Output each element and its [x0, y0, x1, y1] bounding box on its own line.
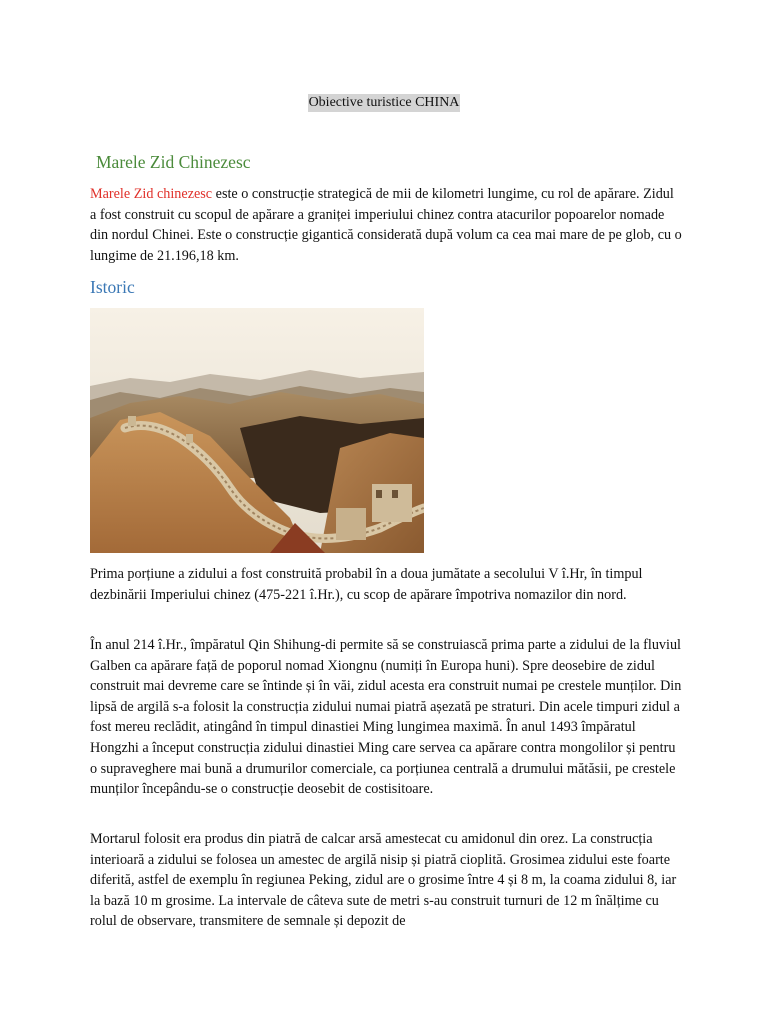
great-wall-photo	[90, 308, 424, 553]
heading-istoric: Istoric	[90, 277, 135, 297]
history-paragraph-1: Prima porțiune a zidului a fost construită probabil în a doua jumătate a secolului V î.Hr, în timpul dezbinării Imperiului chinez (475-221 î.Hr.), cu scop de apărare împotriva nomazilor din nord.	[90, 566, 643, 603]
intro-highlight: Marele Zid chinezesc	[90, 186, 213, 202]
document-title: Obiective turistice CHINA	[308, 95, 460, 110]
history-paragraph-3: Mortarul folosit era produs din piatră de calcar arsă amestecat cu amidonul din orez. La construcția interioară a zidului se folosea un amestec de argilă nisip și piatră cioplită. Grosimea zidului este foarte diferită, astfel de exemplu în regiunea Peking, zidul are o grosime între 4 și 8 m, la coama zidului 8, iar la bază 10 m grosime. La intervale de câteva sute de metri s-au construit turnuri de 12 m înălțime cu rolul de observare, transmitere de semnale și depozit de	[90, 831, 677, 930]
heading-marele-zid: Marele Zid Chinezesc	[96, 152, 251, 172]
intro-paragraph	[90, 184, 682, 266]
history-paragraph-2: În anul 214 î.Hr., împăratul Qin Shihung-di permite să se construiască prima parte a zidului de la fluviul Galben ca apărare față de poporul nomad Xiongnu (numiți în Europa huni). Spre deosebire de zidul construit mai devreme care se întinde și în văi, zidul acesta era construit numai pe crestele munților. Din lipsă de argilă s-a folosit la construcția zidului numai piatră așezată pe straturi. Din acele timpuri zidul a fost mereu reclădit, atingând în timpul dinastiei Ming lungimea maximă. În anul 1493 împăratul Hongzhi a început construcția zidului dinastiei Ming care servea ca apărare contra mongolilor și pentru o supraveghere mai bună a drumurilor comerciale, ca porțiunea centrală a drumului mătăsii, pe crestele munților începându-se o construcție deosebit de costisitoare.	[90, 637, 682, 798]
intro-text: este o construcție strategică de mii de kilometri lungime, cu rol de apărare. Zidul a fost construit cu scopul de apărare a graniței imperiului chinez contra atacurilor popoarelor nomade din nordul Chinei. Este o construcție gigantică considerată după volum ca cea mai mare de pe glob, cu o lungime de 21.196,18 km.	[90, 186, 682, 264]
